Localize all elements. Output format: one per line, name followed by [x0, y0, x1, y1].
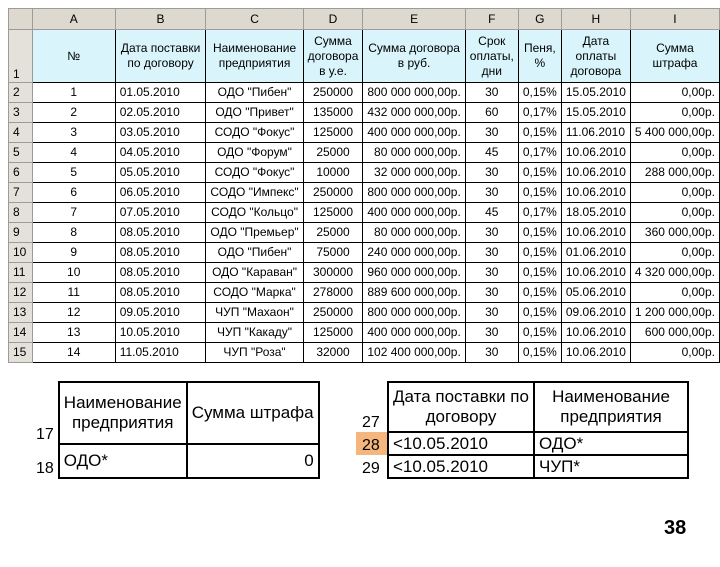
criteria-header-fine[interactable]: Сумма штрафа	[187, 382, 319, 444]
cell-company-name[interactable]: ОДО "Пибен"	[206, 83, 303, 103]
row-number[interactable]: 9	[9, 223, 33, 243]
row-number[interactable]: 10	[9, 243, 33, 263]
cell-delivery-date[interactable]: 11.05.2010	[115, 343, 206, 363]
slide-number: 38	[664, 517, 687, 539]
header-row	[9, 30, 720, 83]
cell-penalty-rate[interactable]: 0,15%	[518, 323, 561, 343]
cell-sum-rub[interactable]: 400 000 000,00р.	[363, 123, 465, 143]
criteria-table-left	[30, 381, 320, 479]
cell-number[interactable]: 5	[32, 163, 115, 183]
cell-payment-term[interactable]: 30	[465, 163, 518, 183]
table-row	[9, 323, 720, 343]
cell-sum-ue[interactable]: 135000	[303, 103, 363, 123]
cell-penalty-rate[interactable]: 0,15%	[518, 303, 561, 323]
row-number[interactable]: 14	[9, 323, 33, 343]
cell-payment-term[interactable]: 60	[465, 103, 518, 123]
cell-company-name[interactable]: ЧУП "Какаду"	[206, 323, 303, 343]
cell-sum-rub[interactable]: 240 000 000,00р.	[363, 243, 465, 263]
criteria-fine-value[interactable]: 0	[187, 444, 319, 478]
criteria-header-company[interactable]: Наименование предприятия	[59, 382, 187, 444]
cell-penalty-rate[interactable]: 0,15%	[518, 263, 561, 283]
table-row	[9, 283, 720, 303]
spreadsheet-main	[8, 8, 720, 363]
cell-sum-ue[interactable]: 125000	[303, 203, 363, 223]
cell-payment-term[interactable]: 45	[465, 143, 518, 163]
row-number[interactable]: 6	[9, 163, 33, 183]
table-row	[9, 183, 720, 203]
cell-payment-date[interactable]: 18.05.2010	[561, 203, 630, 223]
header-payment-term[interactable]: Срок оплаты, дни	[465, 30, 518, 83]
cell-delivery-date[interactable]: 04.05.2010	[115, 143, 206, 163]
cell-payment-term[interactable]: 30	[465, 83, 518, 103]
column-header-d[interactable]: D	[303, 9, 363, 30]
cell-company-name[interactable]: ЧУП "Роза"	[206, 343, 303, 363]
criteria-company-value[interactable]: ОДО*	[534, 432, 688, 455]
cell-payment-date[interactable]: 01.06.2010	[561, 243, 630, 263]
cell-payment-term[interactable]: 30	[465, 323, 518, 343]
cell-fine-sum[interactable]: 0,00р.	[630, 343, 719, 363]
cell-delivery-date[interactable]: 02.05.2010	[115, 103, 206, 123]
cell-payment-term[interactable]: 30	[465, 263, 518, 283]
cell-company-name[interactable]: ОДО "Привет"	[206, 103, 303, 123]
row-number-selected[interactable]: 28	[356, 432, 388, 455]
cell-company-name[interactable]: СОДО "Импекс"	[206, 183, 303, 203]
cell-payment-term[interactable]: 30	[465, 243, 518, 263]
cell-company-name[interactable]: ОДО "Форум"	[206, 143, 303, 163]
criteria-header-delivery-date[interactable]: Дата поставки по договору	[388, 382, 534, 432]
cell-delivery-date[interactable]: 03.05.2010	[115, 123, 206, 143]
cell-fine-sum[interactable]: 0,00р.	[630, 143, 719, 163]
cell-company-name[interactable]: ЧУП "Махаон"	[206, 303, 303, 323]
cell-sum-ue[interactable]: 75000	[303, 243, 363, 263]
row-number[interactable]: 15	[9, 343, 33, 363]
cell-penalty-rate[interactable]: 0,15%	[518, 283, 561, 303]
row-number[interactable]: 3	[9, 103, 33, 123]
cell-number[interactable]: 7	[32, 203, 115, 223]
criteria-header-company[interactable]: Наименование предприятия	[534, 382, 688, 432]
cell-sum-ue[interactable]: 125000	[303, 123, 363, 143]
cell-fine-sum[interactable]: 0,00р.	[630, 243, 719, 263]
cell-delivery-date[interactable]: 08.05.2010	[115, 223, 206, 243]
criteria-range-left	[30, 381, 320, 479]
cell-company-name[interactable]: ОДО "Караван"	[206, 263, 303, 283]
cell-company-name[interactable]: СОДО "Фокус"	[206, 123, 303, 143]
cell-company-name[interactable]: ОДО "Премьер"	[206, 223, 303, 243]
table-row	[9, 203, 720, 223]
row-number[interactable]: 8	[9, 203, 33, 223]
cell-payment-date[interactable]: 10.06.2010	[561, 143, 630, 163]
header-sum-rub[interactable]: Сумма договора в руб.	[363, 30, 465, 83]
header-sum-ue[interactable]: Сумма договора в у.е.	[303, 30, 363, 83]
row-number[interactable]: 13	[9, 303, 33, 323]
cell-sum-ue[interactable]: 250000	[303, 303, 363, 323]
cell-penalty-rate[interactable]: 0,17%	[518, 203, 561, 223]
cell-fine-sum[interactable]: 360 000,00р.	[630, 223, 719, 243]
cell-sum-rub[interactable]: 800 000 000,00р.	[363, 83, 465, 103]
cell-number[interactable]: 12	[32, 303, 115, 323]
column-header-f[interactable]: F	[465, 9, 518, 30]
cell-payment-term[interactable]: 30	[465, 123, 518, 143]
table-row	[9, 143, 720, 163]
cell-payment-date[interactable]: 05.06.2010	[561, 283, 630, 303]
cell-sum-rub[interactable]: 32 000 000,00р.	[363, 163, 465, 183]
cell-fine-sum[interactable]: 5 400 000,00р.	[630, 123, 719, 143]
cell-company-name[interactable]: СОДО "Марка"	[206, 283, 303, 303]
cell-payment-date[interactable]: 15.05.2010	[561, 83, 630, 103]
cell-sum-rub[interactable]: 800 000 000,00р.	[363, 303, 465, 323]
cell-payment-date[interactable]: 09.06.2010	[561, 303, 630, 323]
cell-sum-ue[interactable]: 300000	[303, 263, 363, 283]
table-row	[9, 163, 720, 183]
cell-sum-ue[interactable]: 10000	[303, 163, 363, 183]
criteria-company-value[interactable]: ЧУП*	[534, 455, 688, 478]
select-all-corner[interactable]	[9, 9, 33, 30]
cell-sum-rub[interactable]: 432 000 000,00р.	[363, 103, 465, 123]
cell-penalty-rate[interactable]: 0,17%	[518, 103, 561, 123]
cell-penalty-rate[interactable]: 0,15%	[518, 243, 561, 263]
cell-number[interactable]: 2	[32, 103, 115, 123]
table-row	[9, 303, 720, 323]
cell-sum-rub[interactable]: 102 400 000,00р.	[363, 343, 465, 363]
cell-sum-rub[interactable]: 400 000 000,00р.	[363, 203, 465, 223]
header-fine-sum[interactable]: Сумма штрафа	[630, 30, 719, 83]
header-company-name[interactable]: Наименование предприятия	[206, 30, 303, 83]
column-header-i[interactable]: I	[630, 9, 719, 30]
cell-payment-date[interactable]: 11.06.2010	[561, 123, 630, 143]
cell-company-name[interactable]: СОДО "Фокус"	[206, 163, 303, 183]
column-header-e[interactable]: E	[363, 9, 465, 30]
column-header-a[interactable]: A	[32, 9, 115, 30]
table-row	[9, 83, 720, 103]
cell-fine-sum[interactable]: 600 000,00р.	[630, 323, 719, 343]
cell-penalty-rate[interactable]: 0,15%	[518, 163, 561, 183]
cell-fine-sum[interactable]: 0,00р.	[630, 203, 719, 223]
cell-delivery-date[interactable]: 05.05.2010	[115, 163, 206, 183]
cell-payment-date[interactable]: 10.06.2010	[561, 323, 630, 343]
cell-payment-date[interactable]: 10.06.2010	[561, 183, 630, 203]
cell-delivery-date[interactable]: 08.05.2010	[115, 283, 206, 303]
row-number[interactable]: 5	[9, 143, 33, 163]
cell-number[interactable]: 3	[32, 123, 115, 143]
cell-number[interactable]: 8	[32, 223, 115, 243]
cell-number[interactable]: 11	[32, 283, 115, 303]
cell-penalty-rate[interactable]: 0,15%	[518, 183, 561, 203]
table-row	[9, 263, 720, 283]
cell-payment-date[interactable]: 10.06.2010	[561, 223, 630, 243]
cell-payment-term[interactable]: 30	[465, 183, 518, 203]
cell-sum-rub[interactable]: 80 000 000,00р.	[363, 143, 465, 163]
cell-company-name[interactable]: СОДО "Кольцо"	[206, 203, 303, 223]
cell-sum-rub[interactable]: 400 000 000,00р.	[363, 323, 465, 343]
cell-payment-term[interactable]: 30	[465, 283, 518, 303]
cell-payment-date[interactable]: 10.06.2010	[561, 263, 630, 283]
cell-number[interactable]: 9	[32, 243, 115, 263]
column-header-c[interactable]: C	[206, 9, 303, 30]
cell-delivery-date[interactable]: 09.05.2010	[115, 303, 206, 323]
header-payment-date[interactable]: Дата оплаты договора	[561, 30, 630, 83]
row-number[interactable]: 17	[30, 382, 59, 444]
criteria-company-value[interactable]: ОДО*	[59, 444, 187, 478]
cell-fine-sum[interactable]: 0,00р.	[630, 103, 719, 123]
table-row	[9, 243, 720, 263]
table-row	[9, 103, 720, 123]
row-number[interactable]: 12	[9, 283, 33, 303]
cell-delivery-date[interactable]: 07.05.2010	[115, 203, 206, 223]
cell-fine-sum[interactable]: 0,00р.	[630, 83, 719, 103]
cell-sum-ue[interactable]: 125000	[303, 323, 363, 343]
cell-penalty-rate[interactable]: 0,15%	[518, 223, 561, 243]
cell-number[interactable]: 1	[32, 83, 115, 103]
column-header-g[interactable]: G	[518, 9, 561, 30]
cell-payment-date[interactable]: 15.05.2010	[561, 103, 630, 123]
contracts-table	[8, 8, 720, 363]
table-row	[9, 343, 720, 363]
cell-payment-date[interactable]: 10.06.2010	[561, 343, 630, 363]
cell-sum-rub[interactable]: 800 000 000,00р.	[363, 183, 465, 203]
row-number[interactable]: 4	[9, 123, 33, 143]
cell-sum-ue[interactable]: 278000	[303, 283, 363, 303]
header-penalty-rate[interactable]: Пеня, %	[518, 30, 561, 83]
cell-sum-rub[interactable]: 960 000 000,00р.	[363, 263, 465, 283]
cell-number[interactable]: 6	[32, 183, 115, 203]
criteria-date-value[interactable]: <10.05.2010	[388, 432, 534, 455]
cell-fine-sum[interactable]: 0,00р.	[630, 283, 719, 303]
cell-fine-sum[interactable]: 4 320 000,00р.	[630, 263, 719, 283]
cell-delivery-date[interactable]: 06.05.2010	[115, 183, 206, 203]
row-number[interactable]: 18	[30, 444, 59, 478]
cell-payment-date[interactable]: 10.06.2010	[561, 163, 630, 183]
cell-penalty-rate[interactable]: 0,15%	[518, 123, 561, 143]
cell-delivery-date[interactable]: 10.05.2010	[115, 323, 206, 343]
header-delivery-date[interactable]: Дата поставки по договору	[115, 30, 206, 83]
cell-number[interactable]: 10	[32, 263, 115, 283]
header-number[interactable]: №	[32, 30, 115, 83]
cell-number[interactable]: 14	[32, 343, 115, 363]
cell-fine-sum[interactable]: 0,00р.	[630, 183, 719, 203]
cell-fine-sum[interactable]: 288 000,00р.	[630, 163, 719, 183]
cell-penalty-rate[interactable]: 0,15%	[518, 343, 561, 363]
criteria-table-right	[356, 381, 689, 479]
column-header-b[interactable]: B	[115, 9, 206, 30]
cell-payment-term[interactable]: 30	[465, 303, 518, 323]
cell-sum-ue[interactable]: 250000	[303, 183, 363, 203]
cell-payment-term[interactable]: 30	[465, 343, 518, 363]
criteria-range-right	[356, 381, 689, 479]
cell-penalty-rate[interactable]: 0,15%	[518, 83, 561, 103]
cell-sum-rub[interactable]: 80 000 000,00р.	[363, 223, 465, 243]
cell-payment-term[interactable]: 30	[465, 223, 518, 243]
row-number[interactable]: 27	[356, 382, 388, 432]
row-number-strip	[8, 372, 32, 482]
cell-sum-rub[interactable]: 889 600 000,00р.	[363, 283, 465, 303]
cell-sum-ue[interactable]: 32000	[303, 343, 363, 363]
cell-sum-ue[interactable]: 25000	[303, 143, 363, 163]
row-number[interactable]: 7	[9, 183, 33, 203]
row-number[interactable]: 1	[9, 30, 33, 83]
cell-penalty-rate[interactable]: 0,17%	[518, 143, 561, 163]
cell-delivery-date[interactable]: 08.05.2010	[115, 263, 206, 283]
cell-number[interactable]: 4	[32, 143, 115, 163]
cell-delivery-date[interactable]: 08.05.2010	[115, 243, 206, 263]
cell-delivery-date[interactable]: 01.05.2010	[115, 83, 206, 103]
row-number[interactable]: 11	[9, 263, 33, 283]
table-row	[9, 223, 720, 243]
cell-sum-ue[interactable]: 25000	[303, 223, 363, 243]
column-header-h[interactable]: H	[561, 9, 630, 30]
cell-company-name[interactable]: ОДО "Пибен"	[206, 243, 303, 263]
cell-sum-ue[interactable]: 250000	[303, 83, 363, 103]
table-row	[9, 123, 720, 143]
cell-payment-term[interactable]: 45	[465, 203, 518, 223]
cell-fine-sum[interactable]: 1 200 000,00р.	[630, 303, 719, 323]
row-number[interactable]: 29	[356, 455, 388, 478]
cell-number[interactable]: 13	[32, 323, 115, 343]
row-number[interactable]: 2	[9, 83, 33, 103]
criteria-date-value[interactable]: <10.05.2010	[388, 455, 534, 478]
